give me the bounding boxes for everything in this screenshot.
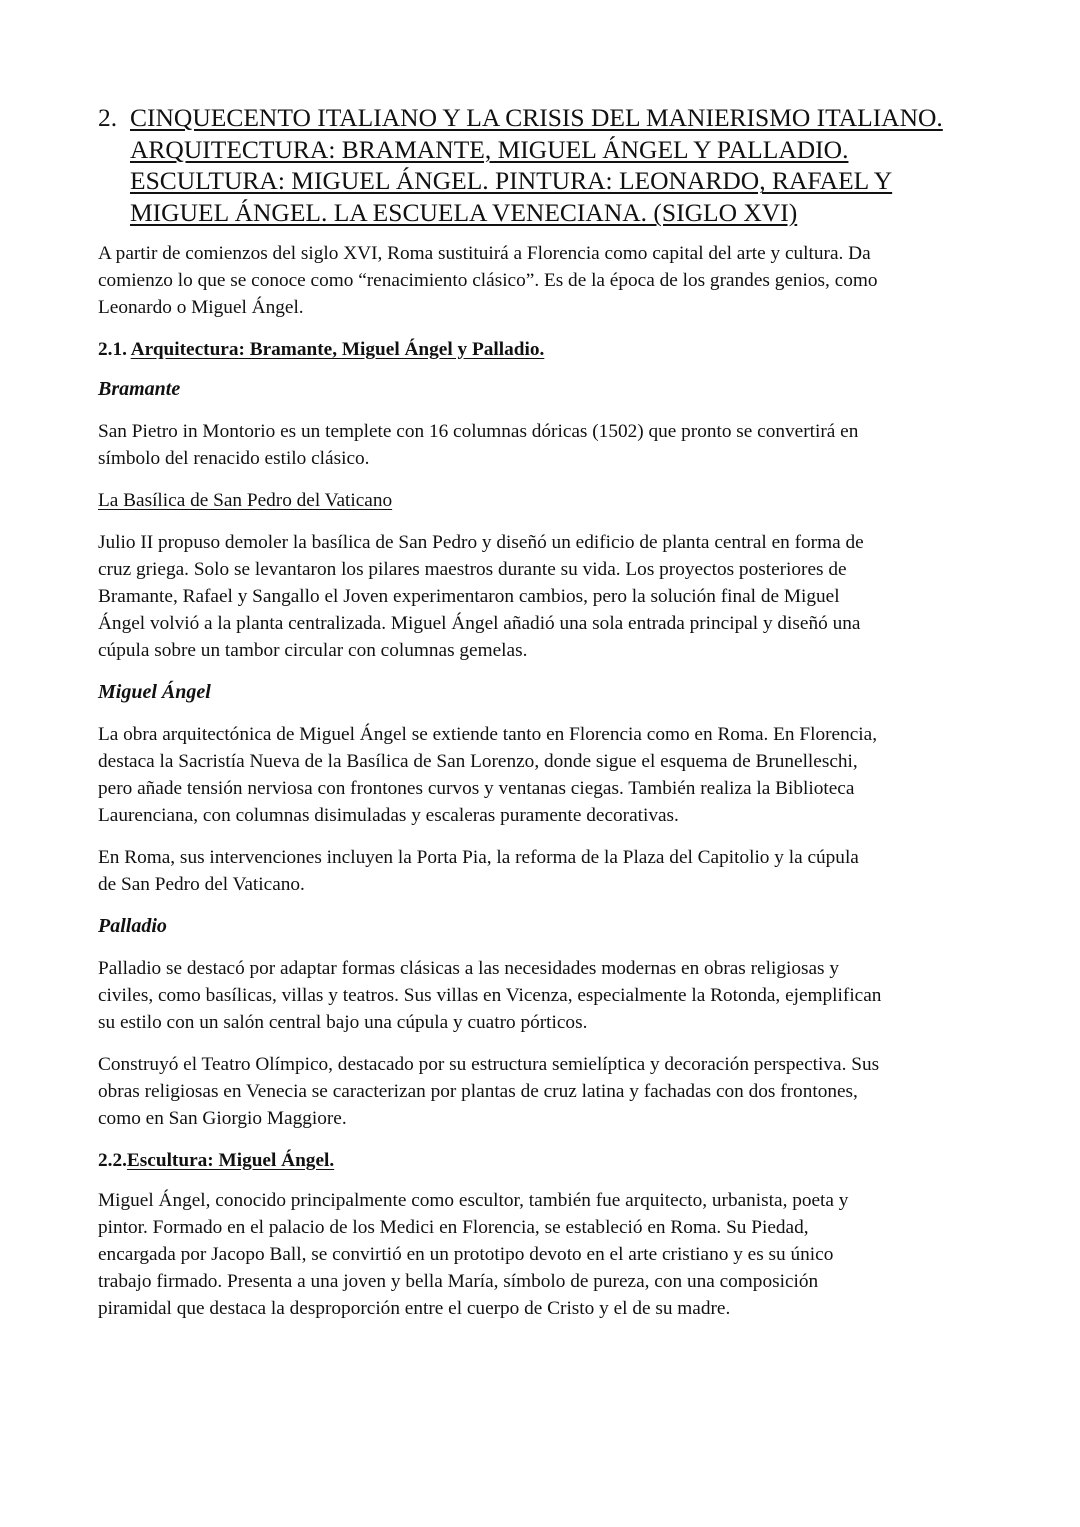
- escultura-paragraph: [98, 1187, 998, 1322]
- heading-line: ARQUITECTURA: BRAMANTE, MIGUEL ÁNGEL Y PALLADIO.: [130, 134, 849, 164]
- heading-line: MIGUEL ÁNGEL. LA ESCUELA VENECIANA. (SIGLO XVI): [130, 198, 798, 228]
- document-page: [98, 102, 998, 1337]
- bramante-paragraph-2: [98, 529, 998, 664]
- text-line: Construyó el Teatro Olímpico, destacado por su estructura semielíptica y decoración perspectiva. Sus: [98, 1053, 880, 1075]
- text-line: piramidal que destaca la desproporción entre el cuerpo de Cristo y el de su madre.: [98, 1297, 731, 1319]
- text-line: obras religiosas en Venecia se caracterizan por plantas de cruz latina y fachadas con dos frontones,: [98, 1080, 858, 1102]
- text-line: su estilo con un salón central bajo una cúpula y cuatro pórticos.: [98, 1011, 588, 1033]
- heading-line: ESCULTURA: MIGUEL ÁNGEL. PINTURA: LEONARDO, RAFAEL Y: [130, 166, 893, 196]
- text-line: cruz griega. Solo se levantaron los pilares maestros durante su vida. Los proyectos posteriores de: [98, 558, 847, 580]
- palladio-paragraph-2: [98, 1051, 998, 1132]
- text-line: símbolo del renacido estilo clásico.: [98, 447, 370, 469]
- intro-paragraph: [98, 240, 998, 321]
- text-line: como en San Giorgio Maggiore.: [98, 1107, 347, 1129]
- text-line: pintor. Formado en el palacio de los Medici en Florencia, se estableció en Roma. Su Piedad,: [98, 1216, 809, 1238]
- bramante-paragraph-1: [98, 418, 998, 472]
- section-title: Escultura: Miguel Ángel.: [126, 1149, 335, 1171]
- text-line: civiles, como basílicas, villas y teatros. Sus villas en Vicenza, especialmente la Rotonda, ejemplifican: [98, 984, 882, 1006]
- text-line: cúpula sobre un tambor circular con columnas gemelas.: [98, 639, 528, 661]
- miguel-paragraph-2: [98, 844, 998, 898]
- text-line: Julio II propuso demoler la basílica de San Pedro y diseñó un edificio de planta central en forma de: [98, 531, 864, 553]
- text-line: pero añade tensión nerviosa con frontones curvos y ventanas ciegas. También realiza la Biblioteca: [98, 777, 855, 799]
- text-line: A partir de comienzos del siglo XVI, Roma sustituirá a Florencia como capital del arte y cultura. Da: [98, 242, 871, 264]
- chapter-heading: [98, 102, 998, 229]
- text-line: San Pietro in Montorio es un templete con 16 columnas dóricas (1502) que pronto se convertirá en: [98, 420, 859, 442]
- palladio-heading: Palladio: [98, 914, 167, 937]
- section-2-1-heading: [98, 336, 998, 363]
- text-line: destaca la Sacristía Nueva de la Basílica de San Lorenzo, donde sigue el esquema de Brunelleschi,: [98, 750, 858, 772]
- text-line: encargada por Jacopo Ball, se convirtió en un prototipo devoto en el arte cristiano y es su único: [98, 1243, 834, 1265]
- text-line: Palladio se destacó por adaptar formas clásicas a las necesidades modernas en obras religiosas y: [98, 957, 839, 979]
- text-line: Laurenciana, con columnas disimuladas y escaleras puramente decorativas.: [98, 804, 679, 826]
- san-pedro-subheading: La Basílica de San Pedro del Vaticano: [98, 489, 393, 511]
- section-number: 2.2.: [98, 1149, 127, 1171]
- text-line: Bramante, Rafael y Sangallo el Joven experimentaron cambios, pero la solución final de Miguel: [98, 585, 840, 607]
- text-line: trabajo firmado. Presenta a una joven y bella María, símbolo de pureza, con una composición: [98, 1270, 819, 1292]
- chapter-number: 2.: [98, 103, 118, 132]
- bramante-heading: Bramante: [98, 377, 181, 400]
- text-line: En Roma, sus intervenciones incluyen la Porta Pia, la reforma de la Plaza del Capitolio y la cúpula: [98, 846, 859, 868]
- section-title: Arquitectura: Bramante, Miguel Ángel y Palladio.: [130, 338, 545, 360]
- text-line: de San Pedro del Vaticano.: [98, 873, 305, 895]
- text-line: Miguel Ángel, conocido principalmente como escultor, también fue arquitecto, urbanista, poeta y: [98, 1189, 849, 1211]
- miguel-angel-heading: Miguel Ángel: [98, 680, 211, 703]
- section-2-2-heading: [98, 1147, 998, 1174]
- miguel-paragraph-1: [98, 721, 998, 829]
- palladio-paragraph-1: [98, 955, 998, 1036]
- text-line: Ángel volvió a la planta centralizada. Miguel Ángel añadió una sola entrada principal y diseñó una: [98, 612, 861, 634]
- heading-line: CINQUECENTO ITALIANO Y LA CRISIS DEL MANIERISMO ITALIANO.: [130, 103, 943, 132]
- text-line: comienzo lo que se conoce como “renacimiento clásico”. Es de la época de los grandes genios, como: [98, 269, 878, 291]
- text-line: La obra arquitectónica de Miguel Ángel se extiende tanto en Florencia como en Roma. En Florencia,: [98, 723, 878, 745]
- section-number: 2.1.: [98, 338, 127, 360]
- text-line: Leonardo o Miguel Ángel.: [98, 296, 304, 318]
